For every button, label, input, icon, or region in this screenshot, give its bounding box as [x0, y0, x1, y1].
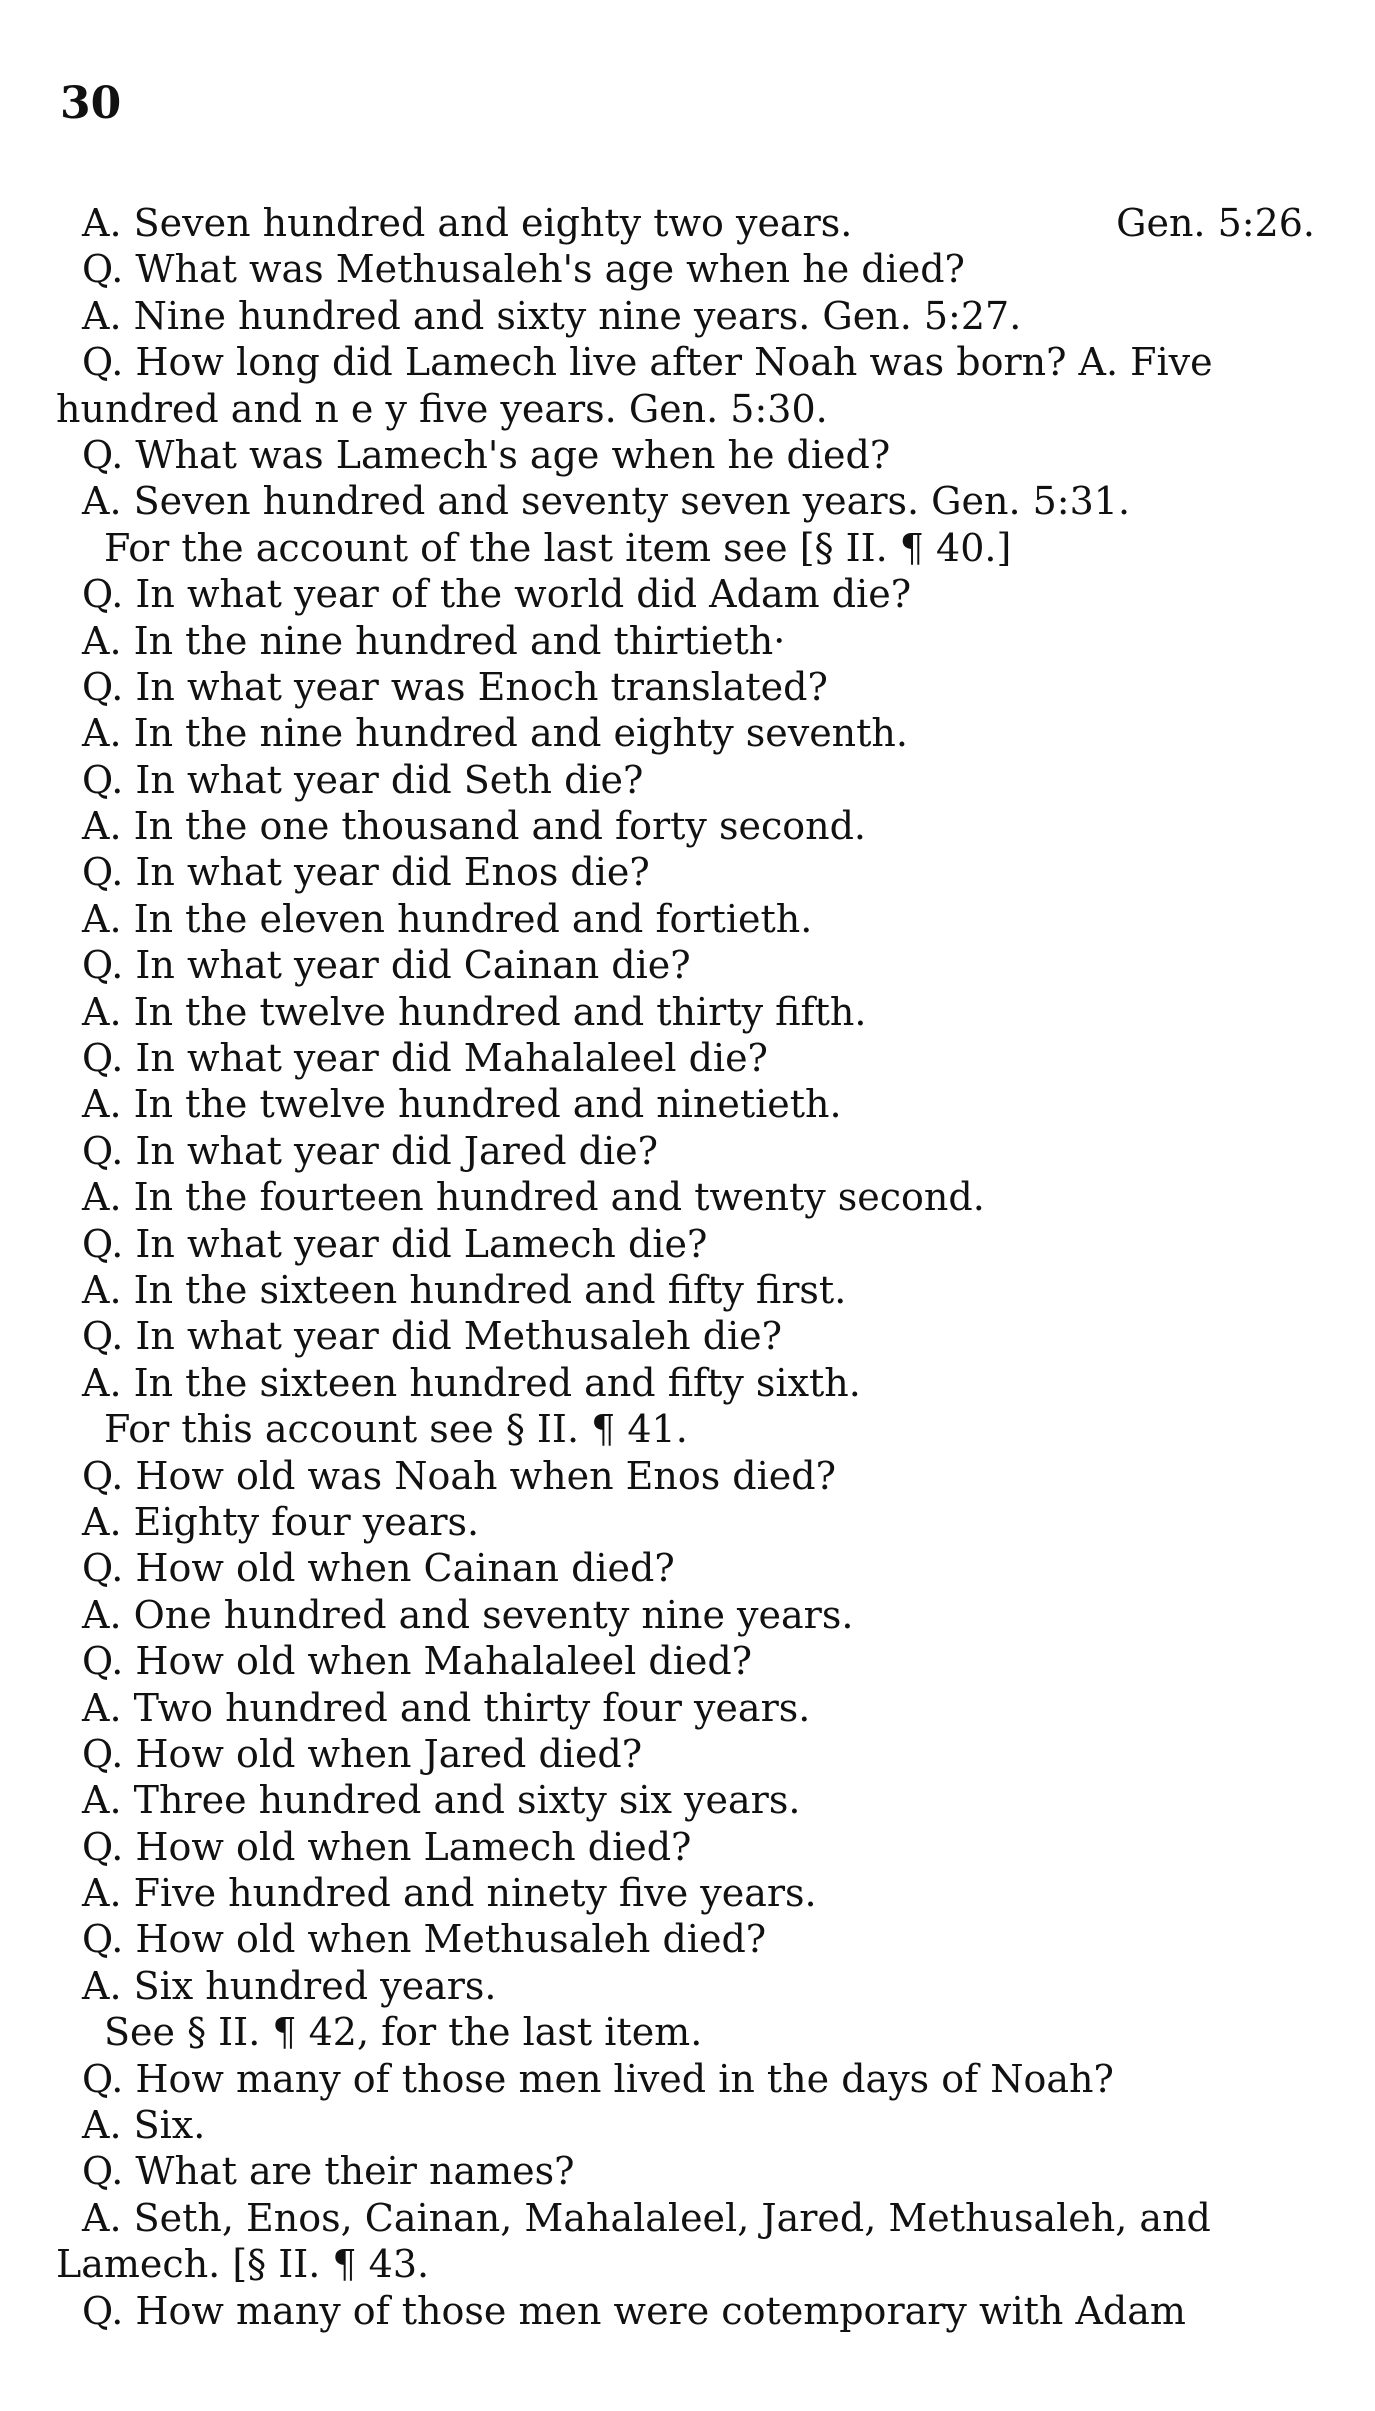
line-text: Q. In what year did Methusaleh die? [82, 1314, 783, 1359]
qa-line [0, 2056, 1375, 2102]
line-text: A. Seven hundred and eighty two years. [82, 201, 853, 245]
qa-line [0, 1870, 1375, 1916]
qa-line [0, 896, 1375, 942]
line-text: A. Six hundred years. [82, 1963, 497, 2008]
qa-line [0, 1221, 1375, 1267]
qa-line [0, 1453, 1375, 1499]
qa-line [0, 1592, 1375, 1638]
line-text: Q. What was Methusaleh's age when he died? [82, 247, 965, 292]
qa-line [0, 1916, 1375, 1962]
line-text: Q. What are their names? [82, 2149, 575, 2194]
line-text: Q. In what year did Cainan die? [82, 943, 691, 988]
qa-line [0, 1174, 1375, 1220]
line-text: Q. How old when Methusaleh died? [82, 1917, 767, 1962]
line-text: Q. How old when Mahalaleel died? [82, 1639, 753, 1684]
line-text: Q. How old when Jared died? [82, 1731, 643, 1776]
text-block [0, 200, 1375, 2334]
qa-line [0, 803, 1375, 849]
qa-line [0, 1545, 1375, 1591]
continuation-line [0, 386, 1375, 432]
page-number: 30 [60, 78, 122, 129]
line-text: A. Seth, Enos, Cainan, Mahalaleel, Jared, Methusaleh, and [82, 2195, 1211, 2240]
line-text: Q. In what year did Seth die? [82, 757, 644, 802]
line-text: Q. What was Lamech's age when he died? [82, 432, 891, 477]
line-text: A. Eighty four years. [82, 1499, 480, 1544]
line-text: hundred and n e y five years. Gen. 5:30. [56, 386, 828, 431]
qa-line [0, 2195, 1375, 2241]
qa-line [0, 2288, 1375, 2334]
line-text: Lamech. [§ II. ¶ 43. [56, 2242, 430, 2287]
line-text: A. In the twelve hundred and thirty fifth. [82, 989, 867, 1034]
line-text: Q. How many of those men were cotemporary with Adam [82, 2288, 1186, 2333]
qa-line [0, 293, 1375, 339]
reference-note-line [0, 525, 1375, 571]
line-text: A. Five hundred and ninety five years. [82, 1871, 817, 1916]
line-text: A. In the one thousand and forty second. [82, 804, 867, 849]
qa-line [0, 2102, 1375, 2148]
scripture-reference: Gen. 5:26. [1116, 201, 1315, 245]
line-text: A. Two hundred and thirty four years. [82, 1685, 811, 1730]
qa-line [0, 246, 1375, 292]
line-text: Q. How old when Lamech died? [82, 1824, 692, 1869]
qa-line [0, 1731, 1375, 1777]
line-text: For the account of the last item see [§ II. ¶ 40.] [104, 525, 1012, 570]
line-text: Q. How many of those men lived in the days of Noah? [82, 2056, 1114, 2101]
line-text: Q. In what year of the world did Adam die? [82, 572, 912, 617]
qa-line [0, 1313, 1375, 1359]
line-text: A. Nine hundred and sixty nine years. Gen. 5:27. [82, 293, 1022, 338]
qa-line [0, 1128, 1375, 1174]
qa-line [0, 849, 1375, 895]
line-text: Q. In what year did Jared die? [82, 1128, 659, 1173]
qa-line [0, 200, 1375, 246]
continuation-line [0, 2241, 1375, 2287]
line-text: Q. In what year did Mahalaleel die? [82, 1036, 768, 1081]
line-text: A. In the nine hundred and thirtieth· [82, 618, 786, 663]
reference-note-line [0, 2009, 1375, 2055]
reference-note-line [0, 1406, 1375, 1452]
qa-line [0, 478, 1375, 524]
qa-line [0, 1777, 1375, 1823]
qa-line [0, 1267, 1375, 1313]
line-text: A. In the twelve hundred and ninetieth. [82, 1082, 842, 1127]
line-text: A. In the sixteen hundred and fifty sixth. [82, 1360, 861, 1405]
qa-line [0, 1081, 1375, 1127]
qa-line [0, 989, 1375, 1035]
qa-line [0, 1685, 1375, 1731]
line-text: A. In the fourteen hundred and twenty second. [82, 1175, 985, 1220]
qa-line [0, 432, 1375, 478]
qa-line [0, 339, 1375, 385]
line-text: A. Six. [82, 2103, 206, 2148]
qa-line [0, 710, 1375, 756]
line-text: For this account see § II. ¶ 41. [104, 1407, 688, 1452]
line-text: A. One hundred and seventy nine years. [82, 1592, 854, 1637]
line-text: Q. In what year was Enoch translated? [82, 664, 828, 709]
qa-line [0, 571, 1375, 617]
line-text: A. In the sixteen hundred and fifty first. [82, 1267, 847, 1312]
qa-line [0, 1824, 1375, 1870]
line-text: A. Seven hundred and seventy seven years. Gen. 5:31. [82, 479, 1131, 524]
qa-line [0, 1360, 1375, 1406]
line-text: See § II. ¶ 42, for the last item. [104, 2010, 703, 2055]
line-text: A. Three hundred and sixty six years. [82, 1778, 801, 1823]
line-text: Q. How old when Cainan died? [82, 1546, 675, 1591]
qa-line [0, 664, 1375, 710]
qa-line [0, 1035, 1375, 1081]
line-text: A. In the eleven hundred and fortieth. [82, 896, 813, 941]
qa-line [0, 1499, 1375, 1545]
line-text: Q. In what year did Lamech die? [82, 1221, 708, 1266]
qa-line [0, 2148, 1375, 2194]
line-text: Q. How long did Lamech live after Noah was born? A. Five [82, 340, 1213, 385]
line-text: Q. In what year did Enos die? [82, 850, 650, 895]
qa-line [0, 1638, 1375, 1684]
line-text: Q. How old was Noah when Enos died? [82, 1453, 836, 1498]
qa-line [0, 942, 1375, 988]
qa-line [0, 757, 1375, 803]
qa-line [0, 618, 1375, 664]
qa-line [0, 1963, 1375, 2009]
line-text: A. In the nine hundred and eighty seventh. [82, 711, 908, 756]
